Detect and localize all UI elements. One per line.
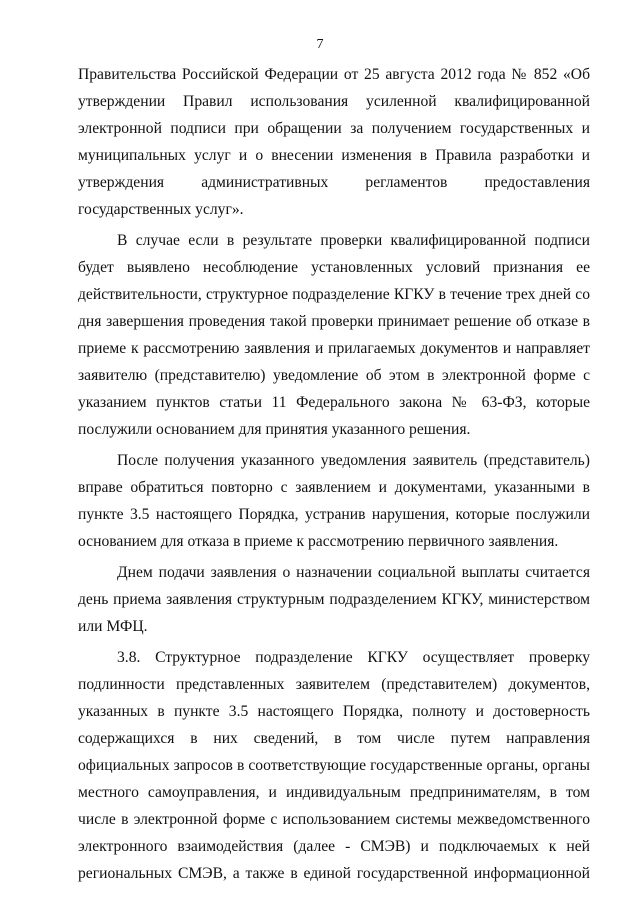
paragraph-submission-date: Днем подачи заявления о назначении социальной выплаты считается день приема заявления структурным подразделением КГКУ, министерством или МФЦ. (78, 564, 590, 635)
document-body (78, 61, 590, 891)
paragraph-section-3-8: 3.8. Структурное подразделение КГКУ осуществляет проверку подлинности представленных заявителем (представителем) документов, указанных в пункте 3.5 настоящего Порядка, полноту и достоверность содержащихся в них сведений, в том числе путем направления официальных запросов в соответствующие государственные органы, органы местного самоуправления, и индивидуальным предпринимателям, в том числе в электронной форме с использованием системы межведомственного электронного взаимодействия (далее - СМЭВ) и подключаемых к ней региональных СМЭВ, а также в единой государственной информационной (78, 649, 590, 882)
paragraph-continuation: Правительства Российской Федерации от 25 августа 2012 года № 852 «Об утверждении Правил использования усиленной квалифицированной электронной подписи при обращении за получением государственных и муниципальных услуг и о внесении изменения в Правила разработки и утверждения административных регламентов предоставления государственных услуг». (78, 66, 590, 218)
paragraph-resubmission: После получения указанного уведомления заявитель (представитель) вправе обратиться повторно с заявлением и документами, указанными в пункте 3.5 настоящего Порядка, устранив нарушения, которые послужили основанием для отказа в приеме к рассмотрению первичного заявления. (78, 452, 590, 550)
paragraph-signature-check: В случае если в результате проверки квалифицированной подписи будет выявлено несоблюдение установленных условий признания ее действительности, структурное подразделение КГКУ в течение трех дней со дня завершения проведения такой проверки принимает решение об отказе в приеме к рассмотрению заявления и прилагаемых документов и направляет заявителю (представителю) уведомление об этом в электронной форме с указанием пунктов статьи 11 Федерального закона № 63-ФЗ, которые послужили основанием для принятия указанного решения. (78, 232, 590, 438)
page-number: 7 (316, 37, 324, 52)
